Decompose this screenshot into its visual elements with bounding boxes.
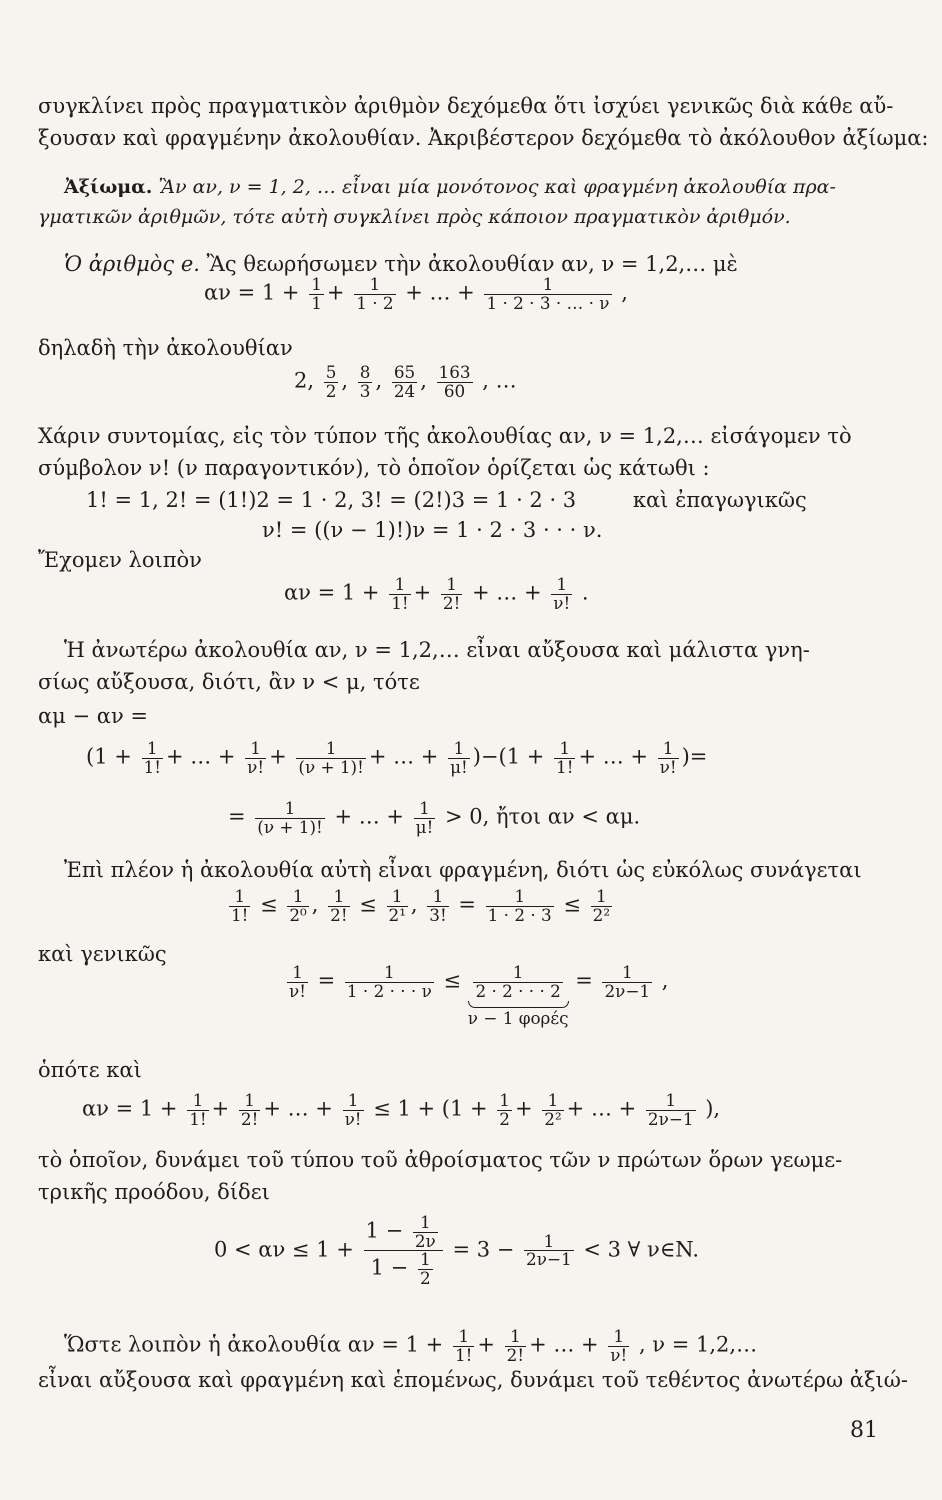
text-line: συγκλίνει πρὸς πραγματικὸν ἀριθμὸν δεχόμεθα ὅτι ἰσχύει γενικῶς διὰ κάθε αὔ- (38, 94, 894, 118)
fraction: $\frac{65}{24}$ (393, 362, 416, 401)
fraction: $\frac{1}{1!}$ (231, 886, 249, 925)
fraction: $\frac{1}{\text{2¹}}$ (388, 886, 406, 925)
text-line: Ἐπὶ πλέον ἡ ἀκολουθία αὐτὴ εἶναι φραγμένη, διότι ὡς εὐκόλως συνάγεται (64, 858, 862, 882)
punct: , (661, 968, 669, 993)
fraction: $\frac{1}{\mu!}$ (450, 738, 468, 777)
fraction: $\frac{1}{1!}$ (391, 574, 409, 613)
axiom-label: Ἀξίωμα. (64, 176, 153, 198)
fraction: $\frac{1}{2\nu-1}$ (526, 1230, 572, 1270)
text-line: Ἡ ἀνωτέρω ἀκολουθία αν, ν = 1,2,… εἶναι αὔξουσα καὶ μάλιστα γνη- (64, 638, 810, 662)
e-intro-text: Ἂς θεωρήσωμεν τὴν ἀκολουθίαν αν, ν = 1,2,… μὲ (206, 252, 738, 276)
eq3-lhs: αμ − αν = (38, 704, 148, 728)
punct: ), (705, 1096, 721, 1121)
fraction: $\frac{1}{\nu!}$ (610, 1326, 628, 1365)
equals: = (228, 804, 246, 829)
equation-4: αν = 1 + $\frac{1}{1!}$ + $\frac{1}{2!}$ + … + $\frac{1}{\nu!}$ ≤ 1 + (1 + $\frac{1}{2}$ + $\frac{1}{\text{2²}}$ + … + $\frac{1}{2\nu-1}$ ), (82, 1090, 721, 1129)
text-line: Χάριν συντομίας, εἰς τὸν τύπον τῆς ἀκολουθίας αν, ν = 1,2,… εἰσάγομεν τὸ (38, 424, 852, 448)
text-line: ξουσαν καὶ φραγμένην ἀκολουθίαν. Ἀκριβέστερον δεχόμεθα τὸ ἀκόλουθον ἀξίωμα: (38, 126, 929, 150)
fraction: $\frac{1}{\text{2²}}$ (544, 1090, 562, 1129)
text-line: σύμβολον ν! (ν παραγοντικόν), τὸ ὁποῖον ὁρίζεται ὡς κάτωθι : (38, 456, 710, 480)
ellipsis: + … + (405, 280, 475, 305)
text-line: δηλαδὴ τὴν ἀκολουθίαν (38, 336, 293, 360)
text-line: Ἔχομεν λοιπὸν (38, 548, 202, 572)
fraction: $\frac{1}{1 \cdot 2 \cdot \cdot \cdot \nu}$ (346, 962, 432, 1001)
factorial-tail: καὶ ἐπαγωγικῶς (632, 488, 807, 512)
fraction: $\frac{5}{2}$ (325, 362, 337, 401)
eq-lhs: 0 < αν ≤ 1 + (214, 1237, 354, 1262)
underbrace-label: ν − 1 φορές (467, 1008, 569, 1029)
ellipsis: + … + (472, 580, 542, 605)
fraction: $\frac{1}{2!}$ (330, 886, 348, 925)
compound-fraction (364, 1214, 443, 1288)
factorial-def (86, 490, 807, 511)
fraction: $\frac{1}{2}$ (499, 1090, 510, 1129)
equation-3-row2 (228, 800, 640, 836)
eq-lhs: αν = 1 + (284, 580, 380, 605)
page-number: 81 (850, 1418, 878, 1443)
fraction: $\frac{8}{3}$ (359, 362, 371, 401)
fraction: $\frac{1}{\text{2⁰}}$ (289, 886, 307, 925)
num-text: 1 − (365, 1218, 404, 1243)
fraction: $\frac{1}{2!}$ (240, 1090, 259, 1129)
equation-1: αν = 1 + $\frac{1}{1}$ + $\frac{1}{1 \cdot 2}$ + … + $\frac{1}{1 \cdot 2 \cdot 3 \cdot \dots \cdot \nu}$ , (204, 274, 628, 313)
text-line: εἶναι αὔξουσα καὶ φραγμένη καὶ ἑπομένως, δυνάμει τοῦ τεθέντος ἀνωτέρω ἀξιώ- (38, 1368, 908, 1392)
fraction: $\frac{1}{3!}$ (429, 886, 447, 925)
text-line: καὶ γενικῶς (38, 942, 167, 966)
fraction: $\frac{1}{2\nu}$ (414, 1212, 436, 1251)
factorial-general: ν! = ((ν − 1)!)ν = 1 · 2 · 3 · · · ν. (262, 518, 603, 542)
underbrace (468, 1001, 569, 1008)
underbrace-group (468, 964, 569, 1027)
conclusion-start: Ὥστε λοιπὸν ἡ ἀκολουθία αν = 1 + (64, 1332, 444, 1357)
conclusion-tail: , ν = 1,2,… (638, 1332, 758, 1357)
eq-lhs: αν = 1 + (204, 280, 300, 305)
fraction: $\frac{1}{2}$ (419, 1249, 431, 1288)
fraction: $\frac{1}{2!}$ (506, 1326, 525, 1365)
fraction: $\frac{1}{2\nu-1}$ (604, 962, 651, 1001)
fraction: $\frac{1}{1!}$ (143, 738, 161, 777)
equation-5 (214, 1214, 699, 1288)
eq-mid: ≤ 1 + (1 + (373, 1096, 488, 1121)
axiom-line (64, 178, 836, 197)
fraction: $\frac{1}{\mu!}$ (415, 798, 434, 837)
fraction: $\frac{1}{2 \cdot 2 \cdot \cdot \cdot 2}$ (475, 962, 561, 1001)
e-label: Ὁ ἀριθμὸς e. (64, 252, 200, 276)
inequality-2: $\frac{1}{\nu!}$ = $\frac{1}{1 \cdot 2 \cdot \cdot \cdot \nu}$ ≤ $\frac{1}{2 \cdot 2 \cdot \cdot \cdot 2}$ ν − 1 φορές = $\frac{1}{2\nu-1}$ , (289, 962, 669, 1029)
fraction: $\frac{1}{\nu!}$ (553, 574, 571, 613)
text-line: ὁπότε καὶ (38, 1058, 142, 1082)
text-line: τὸ ὁποῖον, δυνάμει τοῦ τύπου τοῦ ἀθροίσματος τῶν ν πρώτων ὅρων γεωμε- (38, 1148, 843, 1172)
text-line: τρικῆς προόδου, δίδει (38, 1180, 270, 1204)
fraction: $\frac{1}{\nu!}$ (344, 1090, 362, 1129)
term: 2, (294, 368, 315, 393)
fraction: $\frac{1}{\nu!}$ (289, 962, 306, 1001)
fraction: $\frac{1}{(\nu + 1)!}$ (298, 738, 364, 777)
fraction: $\frac{1}{1!}$ (454, 1326, 473, 1365)
fraction: $\frac{1}{2!}$ (442, 574, 461, 613)
fraction: $\frac{1}{\nu!}$ (247, 738, 265, 777)
fraction: $\frac{1}{\nu!}$ (659, 738, 677, 777)
e-intro-line (64, 254, 738, 275)
eq-tail: > 0, ἤτοι αν < αμ. (445, 804, 641, 829)
fraction: $\frac{1}{1 \cdot 2}$ (356, 274, 394, 313)
ellipsis: , … (482, 368, 517, 393)
equation-3-row1: (1 + $\frac{1}{1!}$ + … + $\frac{1}{\nu!}$ + $\frac{1}{(\nu + 1)!}$ + … + $\frac{1}{\mu!}$ )−(1 + $\frac{1}{1!}$ + … + $\frac{1}{\nu!}$ )= (86, 738, 708, 777)
ellipsis: + … + (334, 804, 404, 829)
equation-2: αν = 1 + $\frac{1}{1!}$ + $\frac{1}{2!}$ + … + $\frac{1}{\nu!}$ . (284, 574, 589, 613)
fraction: $\frac{1}{1!}$ (189, 1090, 207, 1129)
text-line: σίως αὔξουσα, διότι, ἂν ν < μ, τότε (38, 670, 420, 694)
den-text: 1 − (370, 1255, 409, 1280)
punct: , (621, 280, 628, 305)
sequence: 2, $\frac{5}{2}$ , $\frac{8}{3}$ , $\frac{65}{24}$ , $\frac{163}{60}$ , … (294, 362, 517, 401)
fraction: $\frac{163}{60}$ (438, 362, 471, 401)
conclusion-line: Ὥστε λοιπὸν ἡ ἀκολουθία αν = 1 + $\frac{1}{1!}$ + $\frac{1}{2!}$ + … + $\frac{1}{\nu!}$ , ν = 1,2,… (64, 1326, 758, 1365)
fraction: $\frac{1}{1}$ (311, 274, 322, 313)
axiom-line: γματικῶν ἀριθμῶν, τότε αὐτὴ συγκλίνει πρὸς κάποιον πραγματικὸν ἀριθμόν. (38, 206, 791, 228)
axiom-text: Ἂν αν, ν = 1, 2, … εἶναι μία μονότονος καὶ φραγμένη ἀκολουθία πρα- (158, 176, 836, 198)
fraction: $\frac{1}{1 \cdot 2 \cdot 3}$ (487, 886, 552, 925)
fraction: $\frac{1}{1!}$ (556, 738, 574, 777)
eq-lhs: αν = 1 + (82, 1096, 178, 1121)
punct: . (581, 580, 589, 605)
inequality-1: $\frac{1}{1!}$ ≤ $\frac{1}{\text{2⁰}}$ , $\frac{1}{2!}$ ≤ $\frac{1}{\text{2¹}}$ , $\frac{1}{3!}$ = $\frac{1}{1 \cdot 2 \cdot 3}$ ≤ $\frac{1}{\text{2²}}$ (231, 886, 611, 925)
factorial-eq: 1! = 1, 2! = (1!)2 = 1 · 2, 3! = (2!)3 = 1 · 2 · 3 (86, 488, 577, 512)
eq-tail: < 3 ∀ ν∈N. (583, 1237, 700, 1262)
fraction: $\frac{1}{\text{2²}}$ (592, 886, 611, 925)
paren-open: (1 + (86, 744, 132, 769)
fraction: $\frac{1}{2\nu-1}$ (647, 1090, 694, 1129)
fraction: $\frac{1}{(\nu + 1)!}$ (257, 798, 323, 837)
fraction: $\frac{1}{1 \cdot 2 \cdot 3 \cdot \dots \cdot \nu}$ (486, 274, 610, 313)
eq-mid: = 3 − (452, 1237, 515, 1262)
